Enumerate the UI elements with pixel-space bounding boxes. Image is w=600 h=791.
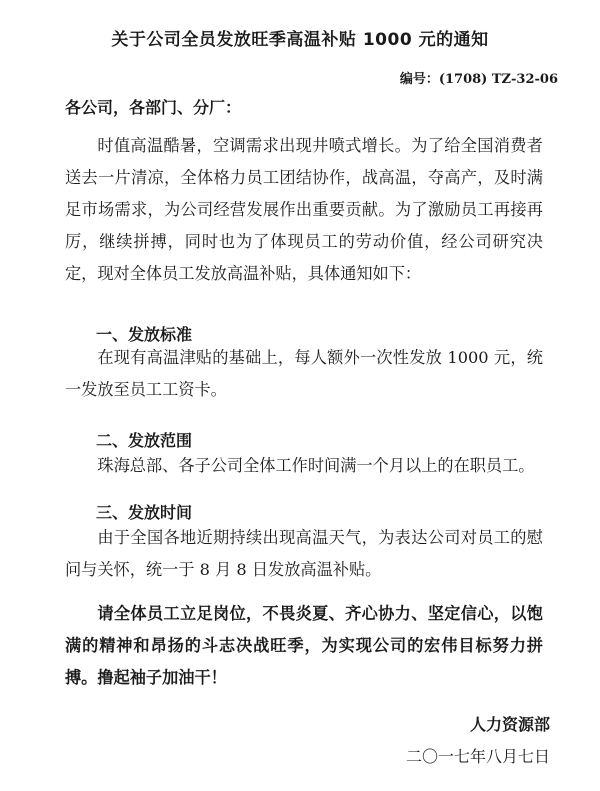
intro-paragraph: 时值高温酷暑，空调需求出现井喷式增长。为了给全国消费者送去一片清凉，全体格力员工团结协作，战高温，夺高产，及时满足市场需求，为公司经营发展作出重要贡献。为了激励员工再接再厉，继续拼搏，同时也为了体现员工的劳动价值，经公司研究决定，现对全体员工发放高温补贴，具体通知如下： bbox=[65, 136, 543, 283]
section-body-standard: 在现有高温津贴的基础上，每人额外一次性发放 1000 元，统一发放至员工工资卡。 bbox=[65, 348, 543, 399]
section-heading-standard: 一、发放标准 bbox=[96, 325, 193, 344]
salutation: 各公司，各部门、分厂： bbox=[65, 98, 242, 117]
closing-paragraph: 请全体员工立足岗位，不畏炎夏、齐心协力、坚定信心，以饱满的精神和昂扬的斗志决战旺季，为实现公司的宏伟目标努力拼搏。撸起袖子加油干！ bbox=[65, 604, 543, 687]
section-body-scope: 珠海总部、各子公司全体工作时间满一个月以上的在职员工。 bbox=[97, 456, 535, 475]
document-number: 编号：(1708) TZ-32-06 bbox=[399, 72, 558, 87]
issue-date: 二〇一七年八月七日 bbox=[405, 747, 550, 766]
section-heading-time: 三、发放时间 bbox=[96, 503, 193, 522]
section-body-time: 由于全国各地近期持续出现高温天气，为表达公司对员工的慰问与关怀，统一于 8 月 8 日发放高温补贴。 bbox=[65, 528, 543, 579]
section-heading-scope: 二、发放范围 bbox=[96, 431, 193, 450]
issuer-department: 人力资源部 bbox=[469, 715, 550, 734]
document-title: 关于公司全员发放旺季高温补贴 1000 元的通知 bbox=[111, 30, 489, 50]
